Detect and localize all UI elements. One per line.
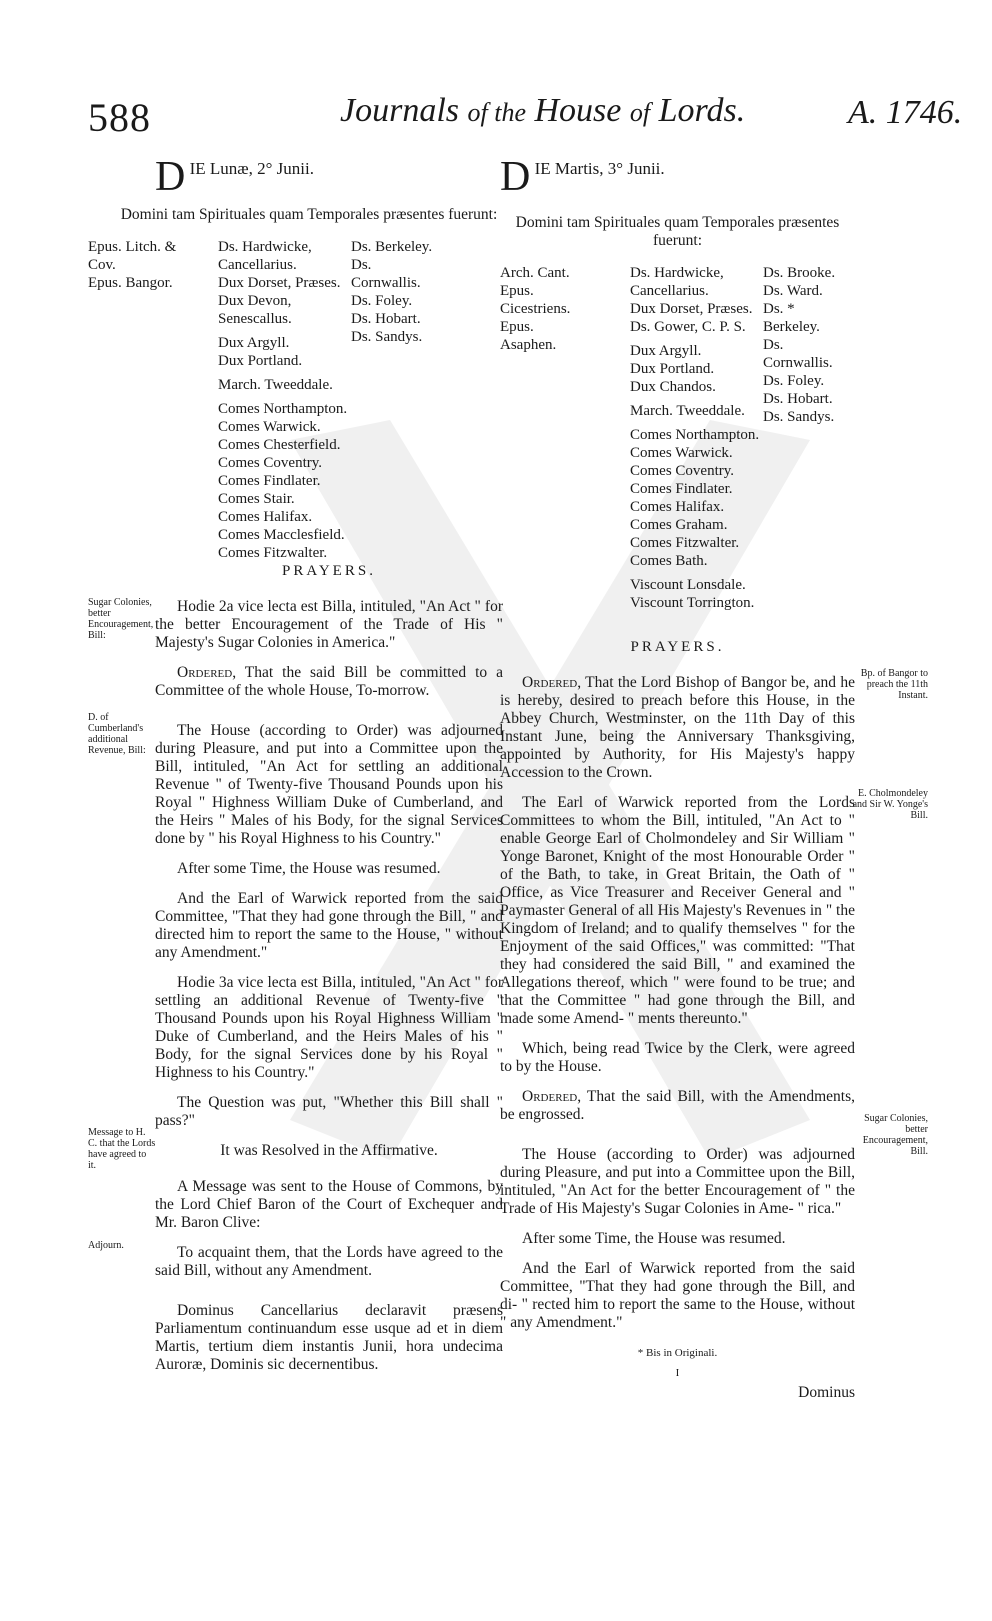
prayers-heading: PRAYERS. <box>282 563 376 579</box>
margin-note-sugar-colonies-right: Sugar Colonies, better Encouragement, Bill. <box>862 1113 928 1157</box>
attendee-name: Ds. * Berkeley. <box>763 301 820 335</box>
right-column <box>500 154 855 1402</box>
attendee-name: Dux Dorset, Præses. <box>218 275 341 291</box>
margin-note-cholmondeley-bill: E. Cholmondeley and Sir W. Yonge's Bill. <box>852 788 928 821</box>
paragraph: After some Time, the House was resumed. <box>177 860 441 877</box>
attendee-group <box>218 400 353 562</box>
margin-note-adjourn: Adjourn. <box>88 1240 124 1251</box>
paragraph: Which, being read Twice by the Clerk, were agreed to by the House. <box>500 1040 855 1075</box>
bishops-column <box>500 264 590 354</box>
attendee-name: Comes Coventry. <box>630 463 735 479</box>
margin-note-bishop-bangor: Bp. of Bangor to preach the 11th Instant. <box>860 668 928 701</box>
page-number: 588 <box>88 95 151 140</box>
attendee-name: Ds. Brooke. <box>763 265 836 281</box>
attendee-name: Ds. Berkeley. <box>351 239 433 255</box>
attendee-name: Epus. Cicestriens. <box>500 283 571 317</box>
footnote: * Bis in Originali. <box>637 1347 718 1359</box>
attendee-name: Comes Northampton. <box>630 427 760 443</box>
attendee-name: Comes Stair. <box>218 491 295 507</box>
attendee-group <box>218 376 353 394</box>
attendee-name: Comes Findlater. <box>218 473 321 489</box>
attendance-list-left <box>88 238 503 561</box>
title-word-5: Lords. <box>658 92 746 129</box>
attendee-name: Comes Findlater. <box>630 481 733 497</box>
attendee-group <box>630 342 765 396</box>
attendee-name: Ds. Hobart. <box>763 391 833 407</box>
present-heading: Domini tam Spirituales quam Temporales præsentes fuerunt: <box>120 206 498 223</box>
attendee-name: March. Tweeddale. <box>218 377 333 393</box>
margin-note-cumberland-revenue: D. of Cumberland's additional Revenue, Bill: <box>88 712 146 756</box>
attendee-name: Comes Northampton. <box>218 401 348 417</box>
paragraph: Dominus Cancellarius declaravit præsens Parliamentum continuandum esse usque ad et in diem Martis, tertium diem instantis Junii, hora undecima Auroræ, Dominis sic decernentibus. <box>155 1302 503 1373</box>
attendee-name: Ds. Cornwallis. <box>763 337 833 371</box>
year-heading: A. 1746. <box>848 94 963 131</box>
attendee-name: Viscount Lonsdale. <box>630 577 746 593</box>
drop-cap: D <box>155 154 186 200</box>
paragraph: Hodie 3a vice lecta est Billa, intituled, "An Act " for settling an additional Revenue of Twenty-five " Thousand Pounds upon his Royal Highness William " Duke of Cumberland, and the Heirs Males of his " Body, for the signal Services done by his Royal " Highness to his Country." <box>155 974 503 1081</box>
attendee-name: Comes Bath. <box>630 553 708 569</box>
paragraph: Hodie 2a vice lecta est Billa, intituled, "An Act " for the better Encouragement of the Trade of His " Majesty's Sugar Colonies in America." <box>155 598 503 651</box>
attendance-list-right <box>500 264 855 624</box>
margin-note-message-commons: Message to H. C. that the Lords have agreed to it. <box>88 1127 156 1171</box>
attendee-group <box>630 264 765 336</box>
attendee-name: Comes Coventry. <box>218 455 323 471</box>
attendee-name: Ds. Ward. <box>763 283 823 299</box>
paragraph: And the Earl of Warwick reported from the said Committee, "That they had gone through the Bill, " and directed him to report the same to the House, " without any Amendment." <box>155 890 503 961</box>
paragraph-text: That the Lord Bishop of Bangor be, and he is hereby, desired to preach before this House, in the Abbey Church, Westminster, on the 11th Day of this Instant June, being the Anniversary Thanksgiving, appointed by Authority, for His Majesty's happy Accession to the Crown. <box>500 674 855 781</box>
drop-cap: D <box>500 154 531 200</box>
attendee-name: Comes Fitzwalter. <box>218 545 328 561</box>
attendee-name: Comes Halifax. <box>218 509 313 525</box>
paragraph: The House (according to Order) was adjourned during Pleasure, and put into a Committee upon the Bill, intituled, "An Act for the better Encouragement of " the Trade of His Majesty's Sugar Colonies in Ame- " rica." <box>500 1146 855 1217</box>
peers-column <box>630 264 765 618</box>
paragraph-text: That the said Bill, with the Amendments, be engrossed. <box>500 1088 855 1123</box>
attendee-name: Dux Dorset, Præses. <box>630 301 753 317</box>
bishops-column <box>88 238 178 292</box>
barons-column <box>763 264 853 426</box>
attendee-name: Dux Portland. <box>630 361 715 377</box>
peers-column <box>218 238 353 568</box>
prayers-heading: PRAYERS. <box>630 639 725 655</box>
catchword: Dominus <box>798 1384 855 1401</box>
attendee-name: Ds. Hardwicke, Cancellarius. <box>630 265 724 299</box>
paragraph: After some Time, the House was resumed. <box>522 1230 786 1247</box>
attendee-group <box>630 402 765 420</box>
attendee-group <box>218 334 353 370</box>
attendee-group <box>630 576 765 612</box>
signature-mark: I <box>675 1367 680 1379</box>
paragraph-text: That the said Bill be committed to a Committee of the whole House, To-morrow. <box>155 664 503 699</box>
attendee-name: Comes Fitzwalter. <box>630 535 740 551</box>
attendee-group <box>218 238 353 328</box>
attendee-name: Epus. Litch. & Cov. <box>88 239 177 273</box>
attendee-name: Dux Argyll. <box>218 335 290 351</box>
title-word-4: of <box>629 98 651 127</box>
attendee-name: Ds. Hardwicke, Cancellarius. <box>218 239 312 273</box>
attendee-name: Ds. Cornwallis. <box>351 257 421 291</box>
paragraph: The Question was put, "Whether this Bill shall " pass?" <box>155 1094 503 1129</box>
title-word-3: House <box>534 92 622 129</box>
attendee-name: Comes Warwick. <box>218 419 321 435</box>
date-text: IE Lunæ, 2° Junii. <box>189 159 314 178</box>
paragraph <box>500 674 855 782</box>
attendee-name: Comes Warwick. <box>630 445 733 461</box>
attendee-name: Comes Halifax. <box>630 499 725 515</box>
attendee-name: Ds. Hobart. <box>351 311 421 327</box>
ordered-label: Ordered, <box>522 1088 582 1105</box>
paragraph: And the Earl of Warwick reported from the said Committee, "That they had gone through the Bill, and di- " rected him to report the same to the House, without " any Amendment." <box>500 1260 855 1331</box>
paragraph: The Earl of Warwick reported from the Lords Committees to whom the Bill, intituled, "An Act to " enable George Earl of Cholmondeley and Sir William " Yonge Baronet, Knight of the most Honourable Order " of the Bath, to take, in Great Britain, the Oath of " Office, as Vice Treasurer and Receiver General and " Paymaster General of all His Majesty's Revenues in " the Kingdom of Ireland; and to qualify themselves " for the Enjoyment of the said Offices," was committed: "That they had considered the said Bill, " and examined the Allegations thereof, which " were found to be true; and that the Committee " had gone through the Bill, and made some Amend- " ments thereunto." <box>500 794 855 1027</box>
paragraph <box>500 1088 855 1124</box>
attendee-group <box>630 426 765 570</box>
left-date-heading <box>155 154 503 200</box>
ordered-label: Ordered, <box>522 674 582 691</box>
attendee-name: March. Tweeddale. <box>630 403 745 419</box>
date-text: IE Martis, 3° Junii. <box>534 159 665 178</box>
paragraph <box>155 664 503 700</box>
attendee-name: Ds. Sandys. <box>763 409 835 425</box>
attendee-name: Epus. Bangor. <box>88 275 173 291</box>
attendee-name: Ds. Gower, C. P. S. <box>630 319 746 335</box>
attendee-name: Dux Argyll. <box>630 343 702 359</box>
attendee-name: Dux Portland. <box>218 353 303 369</box>
attendee-name: Ds. Sandys. <box>351 329 423 345</box>
paragraph: A Message was sent to the House of Commons, by the Lord Chief Baron of the Court of Exchequer and Mr. Baron Clive: <box>155 1178 503 1231</box>
running-title <box>340 92 745 130</box>
resolution: It was Resolved in the Affirmative. <box>220 1142 438 1159</box>
paragraph: To acquaint them, that the Lords have agreed to the said Bill, without any Amendment. <box>155 1244 503 1279</box>
title-word-2: of the <box>467 98 526 127</box>
attendee-name: Dux Devon, Senescallus. <box>218 293 292 327</box>
attendee-name: Ds. Foley. <box>763 373 825 389</box>
attendee-name: Epus. Asaphen. <box>500 319 557 353</box>
right-date-heading <box>500 154 855 200</box>
ordered-label: Ordered, <box>177 664 237 681</box>
attendee-name: Dux Chandos. <box>630 379 716 395</box>
paragraph: The House (according to Order) was adjourned during Pleasure, and put into a Committee upon the Bill, intituled, "An Act for settling an additional Revenue " of Twenty-five Thousand Pounds upon his Royal " Highness William Duke of Cumberland, and the Heirs " Males of his Body, for the signal Services done by " his Royal Highness to his Country." <box>155 722 503 847</box>
attendee-name: Comes Macclesfield. <box>218 527 345 543</box>
title-word-1: Journals <box>340 92 459 129</box>
margin-note-sugar-colonies: Sugar Colonies, better Encouragement, Bill: <box>88 597 154 641</box>
barons-column <box>351 238 441 346</box>
attendee-name: Ds. Foley. <box>351 293 413 309</box>
attendee-name: Comes Chesterfield. <box>218 437 341 453</box>
attendee-name: Viscount Torrington. <box>630 595 755 611</box>
attendee-name: Arch. Cant. <box>500 265 570 281</box>
present-heading: Domini tam Spirituales quam Temporales præsentes fuerunt: <box>515 214 840 249</box>
attendee-name: Comes Graham. <box>630 517 728 533</box>
